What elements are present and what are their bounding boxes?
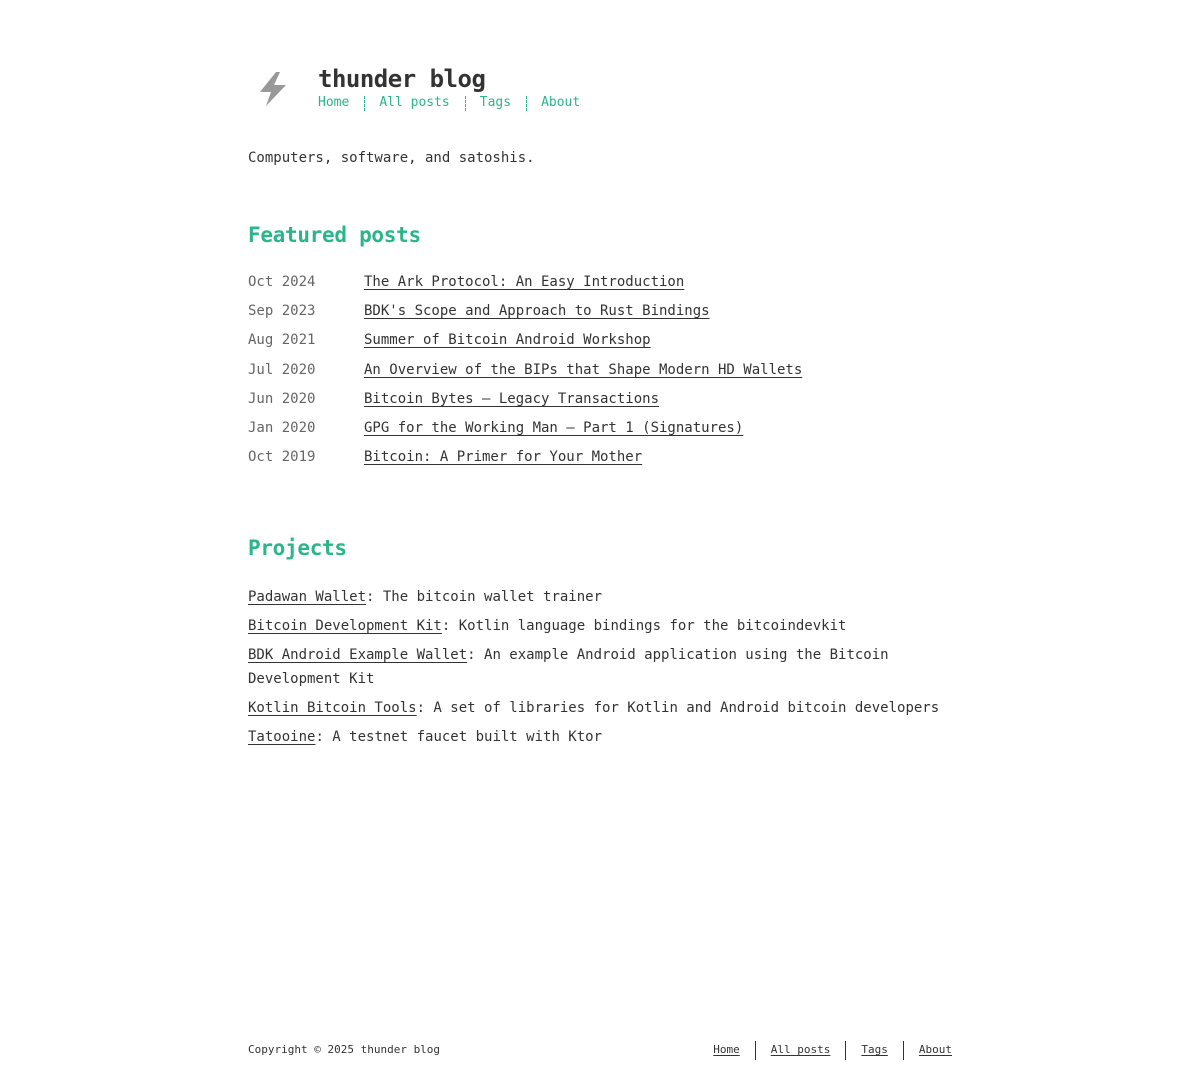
- post-date: Jan 2020: [248, 419, 316, 436]
- project-description: : Kotlin language bindings for the bitcoindevkit: [441, 618, 847, 634]
- post-date: Sep 2023: [248, 303, 316, 320]
- site-title[interactable]: thunder blog: [318, 65, 486, 93]
- project-item: [248, 585, 952, 609]
- project-description: : The bitcoin wallet trainer: [366, 589, 603, 605]
- projects-heading: Projects: [248, 536, 347, 560]
- footer-nav: [713, 1040, 952, 1060]
- nav-all-posts-link[interactable]: All posts: [379, 95, 450, 110]
- post-date: Oct 2019: [248, 449, 316, 466]
- project-link[interactable]: Kotlin Bitcoin Tools: [248, 700, 417, 716]
- post-link[interactable]: An Overview of the BIPs that Shape Modern HD Wallets: [364, 361, 803, 378]
- post-link[interactable]: The Ark Protocol: An Easy Introduction: [364, 274, 685, 290]
- post-date: Jul 2020: [248, 361, 316, 378]
- footer-divider: [845, 1041, 846, 1060]
- project-link[interactable]: Tatooine: [248, 729, 316, 745]
- post-link[interactable]: BDK's Scope and Approach to Rust Bindings: [364, 303, 710, 320]
- footer-tags-link[interactable]: Tags: [861, 1043, 888, 1056]
- footer-divider: [903, 1041, 904, 1060]
- project-description: : An example Android application using the Bitcoin Development Kit: [248, 647, 889, 687]
- project-link[interactable]: BDK Android Example Wallet: [248, 647, 468, 663]
- post-date: Jun 2020: [248, 390, 316, 407]
- project-item: [248, 643, 952, 691]
- footer-divider: [755, 1041, 756, 1060]
- project-item: [248, 614, 952, 638]
- project-link[interactable]: Bitcoin Development Kit: [248, 618, 442, 634]
- site-header: [248, 64, 952, 124]
- site-tagline: Computers, software, and satoshis.: [248, 150, 535, 166]
- lightning-bolt-icon[interactable]: [256, 70, 290, 108]
- post-date: Oct 2024: [248, 274, 316, 290]
- post-link[interactable]: Bitcoin Bytes — Legacy Transactions: [364, 390, 660, 407]
- site-footer: [248, 1040, 952, 1060]
- project-description: : A set of libraries for Kotlin and Android bitcoin developers: [416, 700, 940, 716]
- nav-divider: [526, 96, 527, 111]
- post-link[interactable]: Bitcoin: A Primer for Your Mother: [364, 449, 643, 466]
- nav-about-link[interactable]: About: [541, 95, 581, 110]
- projects-list: [248, 585, 952, 754]
- nav-divider: [465, 96, 466, 111]
- post-date: Aug 2021: [248, 332, 316, 349]
- post-link[interactable]: GPG for the Working Man — Part 1 (Signatures): [364, 419, 744, 436]
- footer-all-posts-link[interactable]: All posts: [770, 1043, 831, 1056]
- header-nav: [318, 95, 580, 111]
- nav-home-link[interactable]: Home: [318, 95, 350, 110]
- copyright-text: Copyright © 2025 thunder blog: [248, 1043, 441, 1056]
- project-item: [248, 725, 952, 749]
- footer-home-link[interactable]: Home: [713, 1043, 740, 1056]
- footer-about-link[interactable]: About: [918, 1043, 952, 1056]
- project-item: [248, 696, 952, 720]
- project-link[interactable]: Padawan Wallet: [248, 589, 367, 605]
- nav-tags-link[interactable]: Tags: [479, 95, 512, 110]
- nav-divider: [364, 96, 365, 111]
- project-description: : A testnet faucet built with Ktor: [315, 729, 603, 745]
- post-link[interactable]: Summer of Bitcoin Android Workshop: [364, 332, 651, 349]
- featured-posts-heading: Featured posts: [248, 223, 421, 247]
